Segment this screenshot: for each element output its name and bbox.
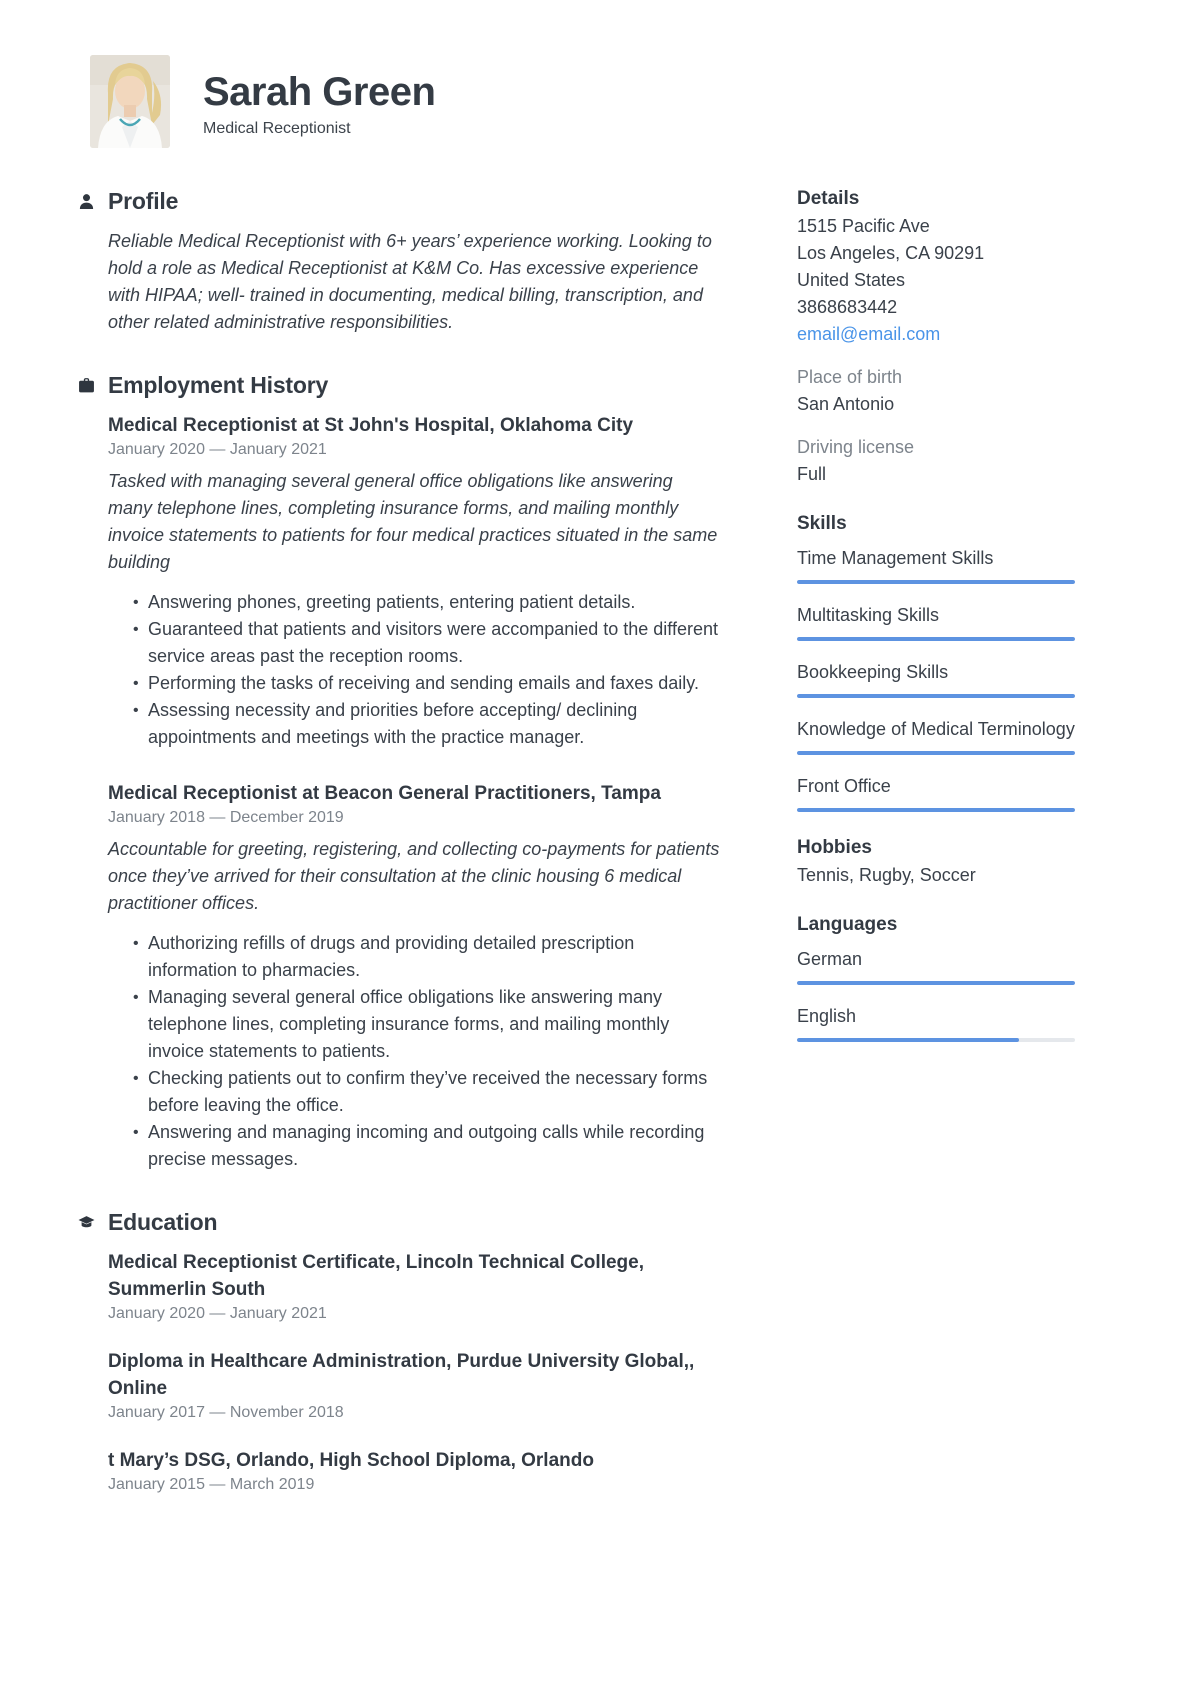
job-title: Medical Receptionist at St John's Hospital, Oklahoma City bbox=[108, 415, 634, 436]
job-bullet: • Authorizing refills of drugs and providing detailed prescription information to pharmacies. bbox=[148, 930, 720, 984]
section-employment bbox=[108, 372, 720, 1173]
language-label: English bbox=[797, 1006, 857, 1026]
education-dates: January 2017 — November 2018 bbox=[108, 1404, 344, 1421]
education-title: Medical Receptionist Certificate, Lincoln Technical College, Summerlin South bbox=[108, 1252, 644, 1300]
hobbies-heading: Hobbies bbox=[797, 837, 872, 858]
education-heading: Education bbox=[108, 1209, 218, 1235]
job-dates: January 2018 — December 2019 bbox=[108, 809, 344, 826]
employment-entry bbox=[108, 780, 720, 1173]
skill-item bbox=[797, 716, 1075, 755]
section-education bbox=[108, 1209, 720, 1494]
education-entry bbox=[108, 1348, 720, 1422]
language-bar bbox=[797, 1038, 1075, 1042]
languages-heading: Languages bbox=[797, 914, 898, 935]
skills-section bbox=[797, 513, 1075, 812]
job-summary: Tasked with managing several general office obligations like answering many telephone lines, completing insurance forms, and mailing monthly invoice statements to patients for four medical practices situated in the same building bbox=[108, 471, 718, 572]
sidebar bbox=[797, 188, 1075, 1530]
skill-label: Bookkeeping Skills bbox=[797, 662, 949, 682]
main-column bbox=[78, 188, 720, 1530]
address-line: Los Angeles, CA 90291 bbox=[797, 243, 985, 263]
graduation-cap-icon bbox=[78, 1214, 95, 1231]
job-title: Medical Receptionist at Beacon General Practitioners, Tampa bbox=[108, 783, 661, 804]
language-item bbox=[797, 946, 1075, 985]
skill-label: Multitasking Skills bbox=[797, 605, 940, 625]
address-line: 1515 Pacific Ave bbox=[797, 216, 930, 236]
details-section bbox=[797, 188, 1075, 488]
place-of-birth-label: Place of birth bbox=[797, 367, 903, 387]
job-dates: January 2020 — January 2021 bbox=[108, 441, 327, 458]
skill-bar bbox=[797, 751, 1075, 755]
hobbies-value: Tennis, Rugby, Soccer bbox=[797, 865, 976, 885]
employment-entry bbox=[108, 412, 720, 751]
section-profile bbox=[108, 188, 720, 336]
language-label: German bbox=[797, 949, 863, 969]
skill-bar bbox=[797, 580, 1075, 584]
education-title: Diploma in Healthcare Administration, Purdue University Global,, Online bbox=[108, 1351, 695, 1399]
language-item bbox=[797, 1003, 1075, 1042]
skill-item bbox=[797, 773, 1075, 812]
job-bullet: • Checking patients out to confirm they’ve received the necessary forms before leaving the office. bbox=[148, 1065, 720, 1119]
skill-bar bbox=[797, 694, 1075, 698]
skill-label: Front Office bbox=[797, 776, 891, 796]
skill-item bbox=[797, 545, 1075, 584]
candidate-name: Sarah Green bbox=[203, 70, 436, 114]
candidate-title: Medical Receptionist bbox=[203, 120, 351, 137]
details-heading: Details bbox=[797, 188, 860, 209]
profile-text: Reliable Medical Receptionist with 6+ years’ experience working. Looking to hold a role as Medical Receptionist at K&M Co. Has excessive experience with HIPAA; well- trained in documenting, medical billing, transcription, and other related administrative responsibilities. bbox=[108, 231, 712, 332]
education-dates: January 2020 — January 2021 bbox=[108, 1305, 327, 1322]
briefcase-icon bbox=[78, 377, 95, 394]
job-bullet: • Performing the tasks of receiving and sending emails and faxes daily. bbox=[148, 670, 720, 697]
skill-label: Time Management Skills bbox=[797, 548, 994, 568]
employment-heading: Employment History bbox=[108, 372, 329, 398]
job-bullet: • Assessing necessity and priorities before accepting/ declining appointments and meetings with the practice manager. bbox=[148, 697, 720, 751]
profile-heading: Profile bbox=[108, 188, 179, 214]
person-icon bbox=[78, 193, 95, 210]
hobbies-section bbox=[797, 837, 1075, 889]
name-block bbox=[203, 55, 435, 138]
phone-number: 3868683442 bbox=[797, 297, 898, 317]
skill-label: Knowledge of Medical Terminology bbox=[797, 719, 1075, 739]
place-of-birth-value: San Antonio bbox=[797, 394, 895, 414]
job-bullet: • Guaranteed that patients and visitors were accompanied to the different service areas past the reception rooms. bbox=[148, 616, 720, 670]
job-bullet-list bbox=[108, 930, 720, 1173]
job-bullet-list bbox=[108, 589, 720, 751]
education-dates: January 2015 — March 2019 bbox=[108, 1476, 315, 1493]
language-bar bbox=[797, 981, 1075, 985]
job-bullet: • Managing several general office obligations like answering many telephone lines, completing insurance forms, and mailing monthly invoice statements to patients. bbox=[148, 984, 720, 1065]
skills-heading: Skills bbox=[797, 513, 847, 534]
resume-header bbox=[90, 55, 1105, 148]
skill-item bbox=[797, 602, 1075, 641]
driving-license-value: Full bbox=[797, 464, 827, 484]
email-link[interactable]: email@email.com bbox=[797, 324, 941, 344]
driving-license-label: Driving license bbox=[797, 437, 915, 457]
job-bullet: • Answering and managing incoming and outgoing calls while recording precise messages. bbox=[148, 1119, 720, 1173]
skill-bar bbox=[797, 808, 1075, 812]
skill-item bbox=[797, 659, 1075, 698]
address-country: United States bbox=[797, 270, 906, 290]
profile-photo bbox=[90, 55, 170, 148]
skill-bar bbox=[797, 637, 1075, 641]
job-summary: Accountable for greeting, registering, and collecting co-payments for patients once they’ve arrived for their consultation at the clinic housing 6 medical practitioner offices. bbox=[108, 839, 720, 913]
languages-section bbox=[797, 914, 1075, 1042]
education-entry bbox=[108, 1249, 720, 1323]
education-title: t Mary’s DSG, Orlando, High School Diploma, Orlando bbox=[108, 1450, 594, 1471]
job-bullet: • Answering phones, greeting patients, entering patient details. bbox=[148, 589, 720, 616]
education-entry bbox=[108, 1447, 720, 1494]
